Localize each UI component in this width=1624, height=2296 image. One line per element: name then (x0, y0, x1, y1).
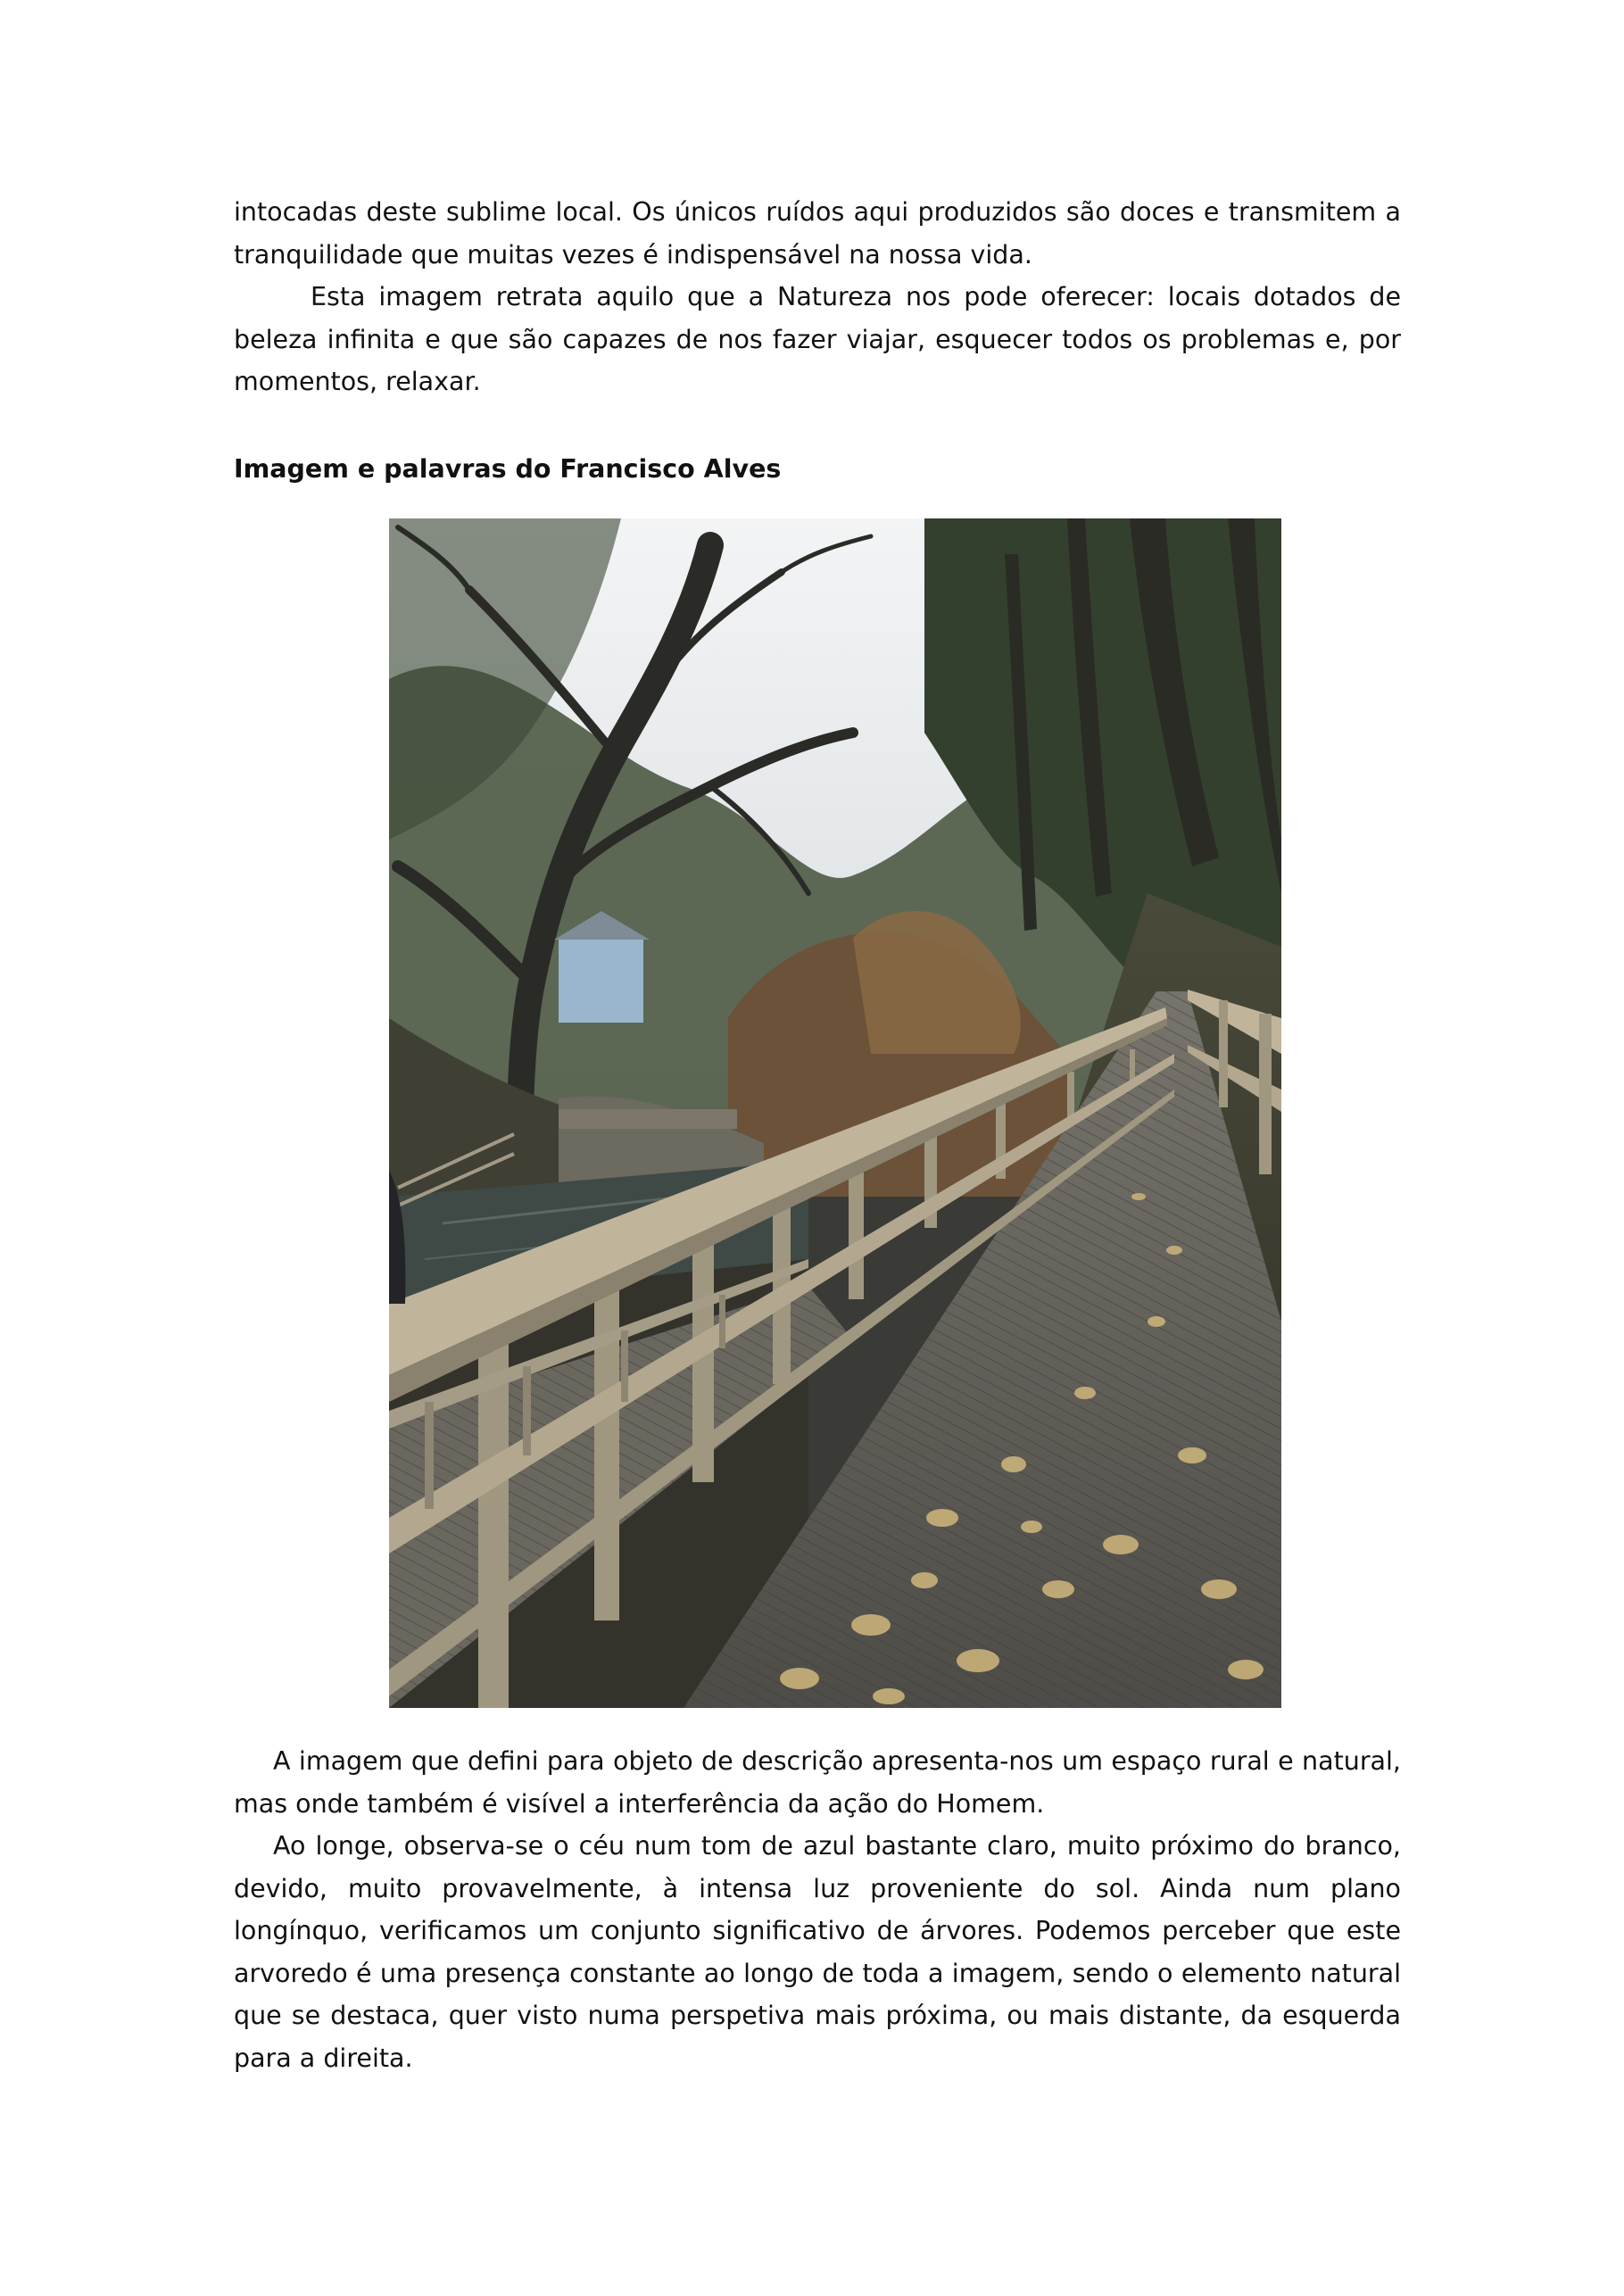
paragraph: Ao longe, observa-se o céu num tom de azul bastante claro, muito próximo do branco, devido, muito provavelmente, à intensa luz proveniente do sol. Ainda num plano longínquo, verificamos um conjunto significativo de árvores. Podemos perceber que este arvoredo é uma presença constante ao longo de toda a imagem, sendo o elemento natural que se destaca, quer visto numa perspetiva mais próxima, ou mais distante, da esquerda para a direita. (234, 1831, 1401, 2073)
boardwalk-photo (389, 518, 1281, 1708)
section-heading: Imagem e palavras do Francisco Alves (234, 454, 782, 484)
paragraph: Esta imagem retrata aquilo que a Natureza nos pode oferecer: locais dotados de beleza infinita e que são capazes de nos fazer viajar, esquecer todos os problemas e, por momentos, relaxar. (234, 282, 1401, 396)
paragraph: A imagem que defini para objeto de descrição apresenta-nos um espaço rural e natural, mas onde também é visível a interferência da ação do Homem. (234, 1746, 1401, 1819)
paragraph-continuation: intocadas deste sublime local. Os únicos ruídos aqui produzidos são doces e transmitem a tranquilidade que muitas vezes é indispensável na nossa vida. (234, 197, 1401, 269)
intro-text (234, 191, 1401, 403)
description-text (234, 1740, 1401, 2079)
boardwalk-photo-illustration (389, 518, 1281, 1708)
